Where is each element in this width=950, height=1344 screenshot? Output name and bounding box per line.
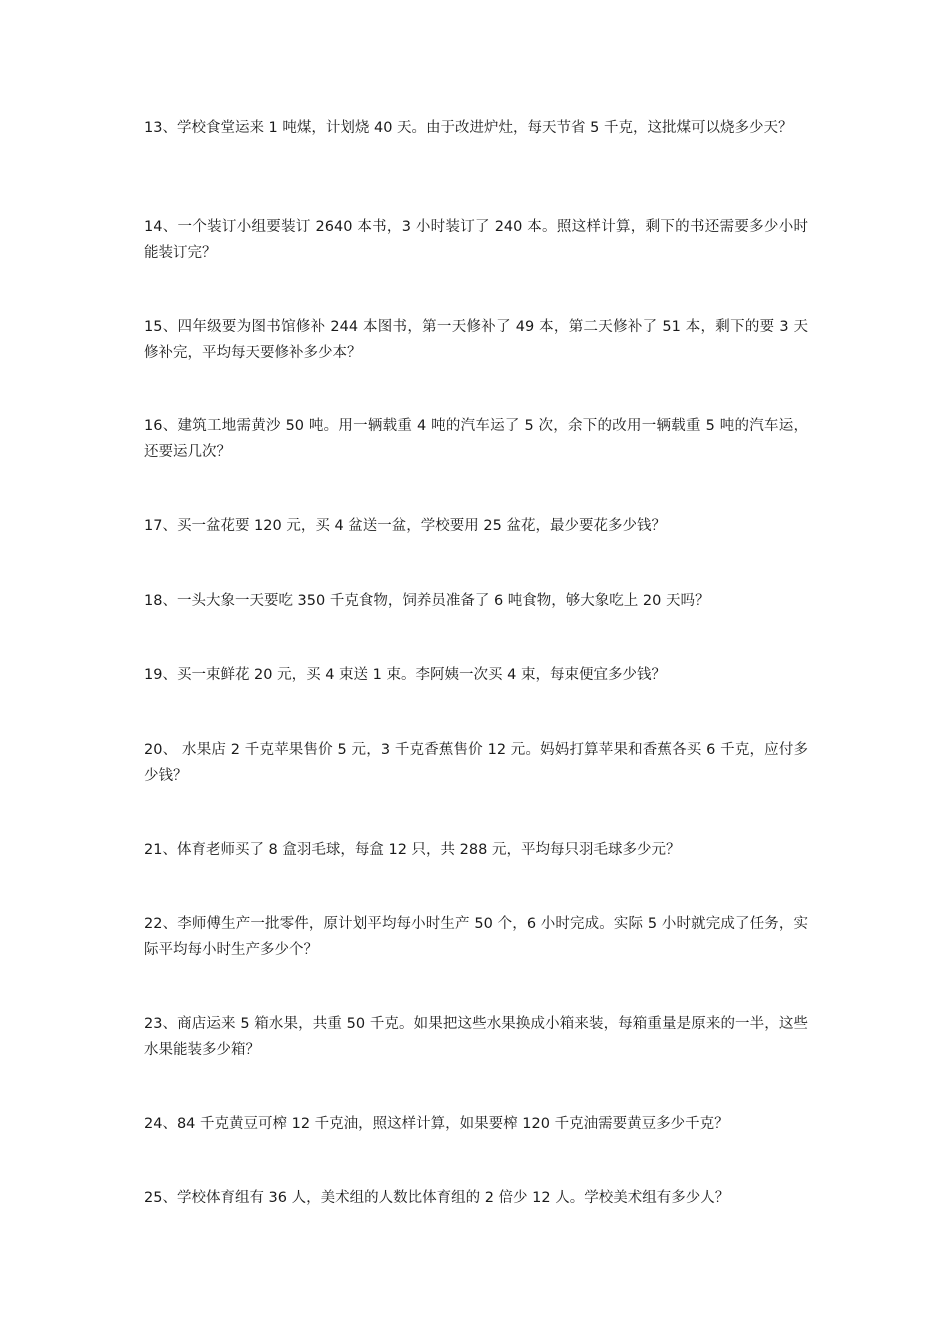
problem-18: 18、一头大象一天要吃 350 千克食物，饲养员准备了 6 吨食物，够大象吃上 20 天吗？ [144,593,710,609]
problem-24: 24、84 千克黄豆可榨 12 千克油，照这样计算，如果要榨 120 千克油需要黄豆多少千克？ [144,1116,729,1132]
problem-13: 13、学校食堂运来 1 吨煤，计划烧 40 天。由于改进炉灶，每天节省 5 千克，这批煤可以烧多少天？ [144,120,793,136]
problem-19: 19、买一束鲜花 20 元，买 4 束送 1 束。李阿姨一次买 4 束，每束便宜多少钱？ [144,667,666,683]
problem-25: 25、学校体育组有 36 人，美术组的人数比体育组的 2 倍少 12 人。学校美术组有多少人？ [144,1190,730,1206]
problem-14: 14、一个装订小组要装订 2640 本书，3 小时装订了 240 本。照这样计算，剩下的书还需要多少小时能装订完？ [144,219,808,261]
problem-16: 16、建筑工地需黄沙 50 吨。用一辆载重 4 吨的汽车运了 5 次，余下的改用一辆载重 5 吨的汽车运，还要运几次？ [144,418,808,460]
problem-17: 17、买一盆花要 120 元，买 4 盆送一盆，学校要用 25 盆花，最少要花多少钱？ [144,518,666,534]
problem-15: 15、四年级要为图书馆修补 244 本图书，第一天修补了 49 本，第二天修补了 51 本，剩下的要 3 天修补完，平均每天要修补多少本？ [144,319,808,361]
problem-22: 22、李师傅生产一批零件，原计划平均每小时生产 50 个，6 小时完成。实际 5 小时就完成了任务，实际平均每小时生产多少个？ [144,916,808,958]
problem-23: 23、商店运来 5 箱水果，共重 50 千克。如果把这些水果换成小箱来装，每箱重量是原来的一半，这些水果能装多少箱？ [144,1016,808,1058]
problem-20: 20、 水果店 2 千克苹果售价 5 元，3 千克香蕉售价 12 元。妈妈打算苹果和香蕉各买 6 千克，应付多少钱？ [144,742,808,784]
problem-21: 21、体育老师买了 8 盒羽毛球，每盒 12 只，共 288 元，平均每只羽毛球多少元？ [144,842,681,858]
